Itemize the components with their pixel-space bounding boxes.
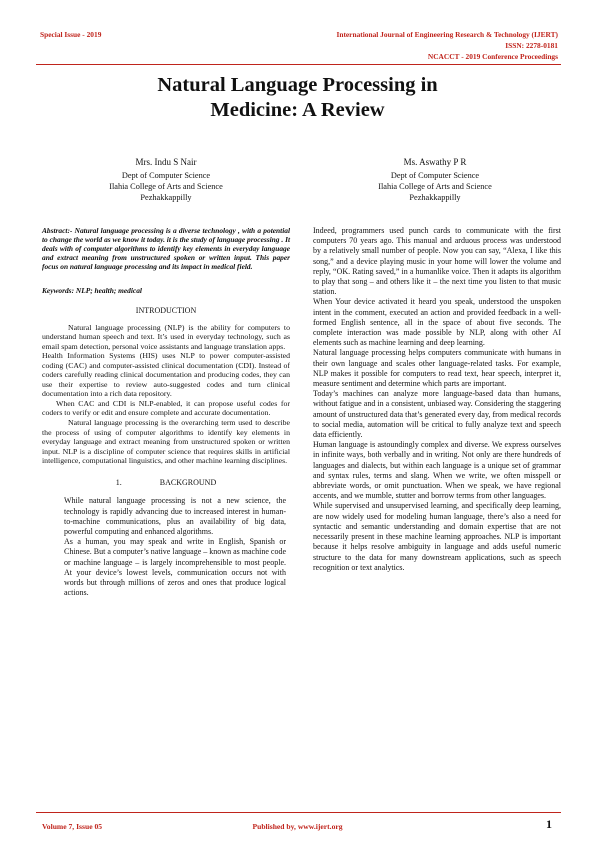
author-place: Pezhakkappilly [140,193,192,202]
author-dept: Dept of Computer Science [121,171,211,180]
right-column [313,226,561,573]
introduction-heading: INTRODUCTION [135,306,197,316]
title-line-2: Medicine: A Review [210,99,385,121]
author-place: Pezhakkappilly [409,193,461,202]
body-paragraph: Indeed, programmers used punch cards to communicate with the first computers 70 years ago. This manual and arduous process was understood by a relatively small number of people. Now you can say, “Alexa, I like this song,” and a device playing music in your home will lower the volume and reply, “OK. Rating saved,” in a humanlike voice. Then it adapts its algorithm to play that song – and others like it – the next time you listen to that music station. [313,226,561,297]
volume-label: Volume 7, Issue 05 [42,822,103,831]
background-number: 1. [115,477,122,487]
paper-title [0,73,595,123]
background-paragraph: While natural language processing is not a new science, the technology is rapidly advancing due to increased interest in human-to-machine communications, plus an availability of big data, powerful computing and enhanced algorithms. [64,496,286,536]
issn-label: ISSN: 2278-0181 [505,41,558,50]
intro-paragraph: Natural language processing is the overarching term used to describe the process of using of computer algorithms to identify key elements in everyday language and extract meaning from unstructured spoken or written input. NLP is a discipline of computer science that requires skills in artificial intelligence, computational linguistics, and other machine learning disciplines. [42,418,290,466]
background-title: BACKGROUND [159,477,217,487]
special-issue-label: Special Issue - 2019 [40,30,102,39]
author-name: Ms. Aswathy P R [403,157,467,167]
abstract: Abstract:- Natural language processing is a diverse technology , with a potential to change the world as we know it today. it is the study of language processing . It deals with of computer algorithms to identify key elements in everyday language and extract meaning from unstructured spoken or written input. This paper focus on natural language processing and its impact in medical field. [42,226,290,272]
intro-paragraph: Health Information Systems (HIS) uses NLP to power computer-assisted coding (CAC) and computer-assisted clinical documentation (CDI). Instead of coders carefully reading clinical documentation and producing codes, they can use their expertise to review auto-suggested codes and turn clinical documentation into a rich data repository. [42,351,290,399]
body-paragraph: While supervised and unsupervised learning, and specifically deep learning, are now widely used for modeling human language, there’s also a need for syntactic and semantic understanding and domain expertise that are not necessarily present in these machine learning approaches. NLP is important because it helps resolve ambiguity in language and adds useful numeric structure to the data for many downstream applications, such as speech recognition or text analytics. [313,501,561,572]
body-paragraph: When Your device activated it heard you speak, understood the unspoken intent in the comment, executed an action and provided feedback in a well-formed English sentence, all in the space of about five seconds. The complete interaction was made possible by NLP, along with other AI elements such as machine learning and deep learning. [313,297,561,348]
page-number: 1 [546,817,552,831]
publisher-label: Published by, www.ijert.org [252,822,343,831]
footer-rule [36,812,561,813]
keywords: Keywords: NLP; health; medical [42,286,142,296]
intro-paragraph: When CAC and CDI is NLP-enabled, it can propose useful codes for coders to verify or edit and ensure complete and accurate documentation. [42,398,290,418]
author-1 [66,157,266,203]
journal-name: International Journal of Engineering Research & Technology (IJERT) [336,30,558,39]
body-paragraph: Natural language processing helps computers communicate with humans in their own language and scales other language-related tasks. For example, NLP makes it possible for computers to read text, hear speech, interpret it, measure sentiment and determine which parts are important. [313,348,561,389]
intro-paragraph: Natural language processing (NLP) is the ability for computers to understand human speech and text. It’s used in everyday technology, such as email spam detection, personal voice assistants and language translation apps. [42,322,290,351]
background-paragraph: As a human, you may speak and write in English, Spanish or Chinese. But a computer’s native language – known as machine code or machine language – is largely incomprehensible to most people. At your device’s lowest levels, communication occurs not with words but through millions of zeros and ones that produce logical actions. [64,537,286,598]
header-rule [36,64,561,65]
background-heading [42,478,290,488]
author-college: Ilahia College of Arts and Science [378,182,492,191]
body-paragraph: Today’s machines can analyze more language-based data than humans, without fatigue and in a consistent, unbiased way. Considering the staggering amount of unstructured data that’s generated every day, from medical records to social media, automation will be critical to fully analyze text and speech data efficiently. [313,389,561,440]
left-column [42,226,290,598]
author-2 [335,157,535,203]
author-name: Mrs. Indu S Nair [135,157,197,167]
author-college: Ilahia College of Arts and Science [109,182,223,191]
author-dept: Dept of Computer Science [390,171,480,180]
body-paragraph: Human language is astoundingly complex and diverse. We express ourselves in infinite ways, both verbally and in writing. Not only are there hundreds of languages and dialects, but within each language is a unique set of grammar and syntax rules, terms and slang. When we write, we often misspell or abbreviate words, or omit punctuation. When we speak, we have regional accents, and we mumble, stutter and borrow terms from other languages. [313,440,561,501]
title-line-1: Natural Language Processing in [157,74,438,96]
conference-label: NCACCT - 2019 Conference Proceedings [427,52,558,61]
